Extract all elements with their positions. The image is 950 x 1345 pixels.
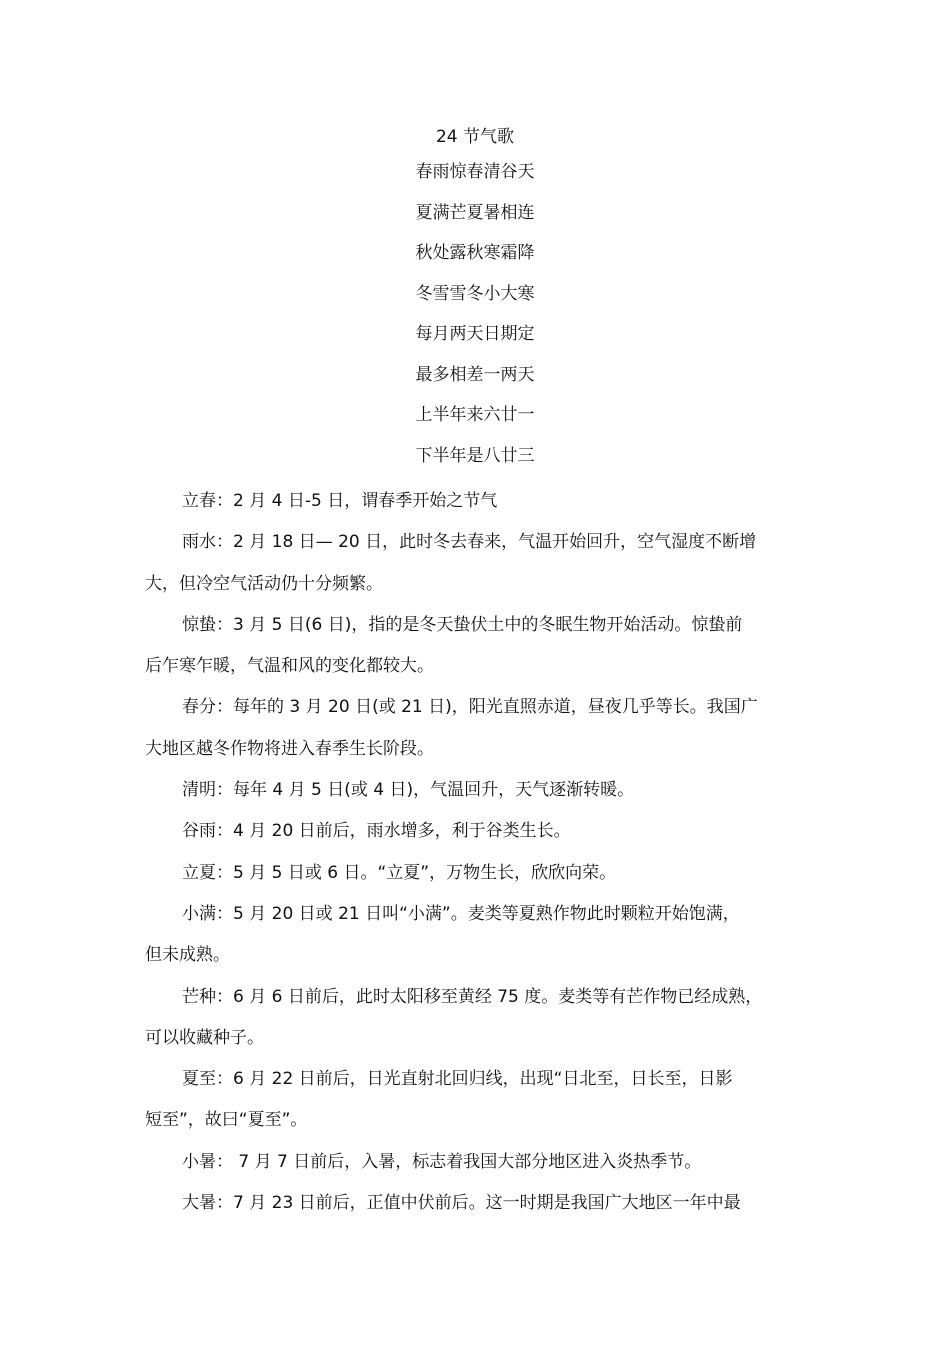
paragraph-dashu	[145, 1183, 795, 1224]
paragraph-line: 雨水：2 月 18 日— 20 日，此时冬去春来，气温开始回升，空气湿度不断增	[182, 532, 757, 553]
paragraph-line: 大，但冷空气活动仍十分频繁。	[145, 573, 383, 594]
paragraph-line: 小暑： 7 月 7 日前后，入暑，标志着我国大部分地区进入炎热季节。	[182, 1151, 702, 1172]
poem-line: 春雨惊春清谷天	[415, 162, 535, 182]
paragraph-chunfen	[145, 687, 795, 770]
paragraph-line: 后乍寒乍暖，气温和风的变化都较大。	[145, 656, 434, 677]
paragraph-line: 立春：2 月 4 日-5 日，谓春季开始之节气	[182, 491, 498, 511]
paragraph-lixia	[145, 853, 795, 894]
paragraph-line: 小满：5 月 20 日或 21 日叫“小满”。麦类等夏熟作物此时颗粒开始饱满，	[182, 903, 740, 924]
paragraph-yushui	[145, 522, 795, 605]
paragraph-line: 短至”，故曰“夏至”。	[145, 1110, 308, 1131]
paragraph-line: 夏至：6 月 22 日前后，日光直射北回归线，出现“日北至，日长至，日影	[182, 1069, 733, 1090]
poem-line: 最多相差一两天	[415, 364, 535, 385]
poem-line: 下半年是八廿三	[415, 445, 535, 466]
paragraph-jingzhe	[145, 605, 795, 688]
paragraph-line: 大地区越冬作物将进入春季生长阶段。	[145, 738, 434, 759]
paragraph-guyu	[145, 811, 795, 852]
poem-line: 秋处露秋寒霜降	[415, 243, 535, 263]
paragraph-qingming	[145, 770, 795, 811]
poem-line: 夏满芒夏暑相连	[415, 202, 535, 223]
document-title: 24 节气歌	[435, 127, 515, 147]
paragraph-xiaoman	[145, 894, 795, 977]
paragraph-line: 惊蛰：3 月 5 日(6 日)，指的是冬天蛰伏土中的冬眠生物开始活动。惊蛰前	[182, 614, 743, 635]
paragraph-line: 春分：每年的 3 月 20 日(或 21 日)，阳光直照赤道，昼夜几乎等长。我国广	[182, 697, 758, 718]
paragraph-xiaoshu	[145, 1142, 795, 1183]
poem-line: 上半年来六廿一	[415, 405, 535, 425]
solar-terms-body	[145, 481, 795, 1224]
paragraph-xiazhi	[145, 1059, 795, 1142]
paragraph-line: 大暑：7 月 23 日前后，正值中伏前后。这一时期是我国广大地区一年中最	[182, 1193, 741, 1214]
paragraph-line: 立夏：5 月 5 日或 6 日。“立夏”，万物生长，欣欣向荣。	[182, 862, 617, 883]
poem-line: 冬雪雪冬小大寒	[415, 283, 535, 304]
paragraph-line: 芒种：6 月 6 日前后，此时太阳移至黄经 75 度。麦类等有芒作物已经成熟，	[182, 986, 763, 1007]
paragraph-lichun	[145, 481, 795, 522]
paragraph-line: 但未成熟。	[145, 945, 230, 966]
paragraph-line: 谷雨：4 月 20 日前后，雨水增多，利于谷类生长。	[182, 821, 571, 842]
paragraph-mangzhong	[145, 977, 795, 1060]
paragraph-line: 清明：每年 4 月 5 日(或 4 日)，气温回升，天气逐渐转暖。	[182, 780, 635, 801]
poem	[0, 157, 950, 481]
paragraph-line: 可以收藏种子。	[145, 1027, 264, 1048]
poem-line: 每月两天日期定	[415, 324, 535, 344]
